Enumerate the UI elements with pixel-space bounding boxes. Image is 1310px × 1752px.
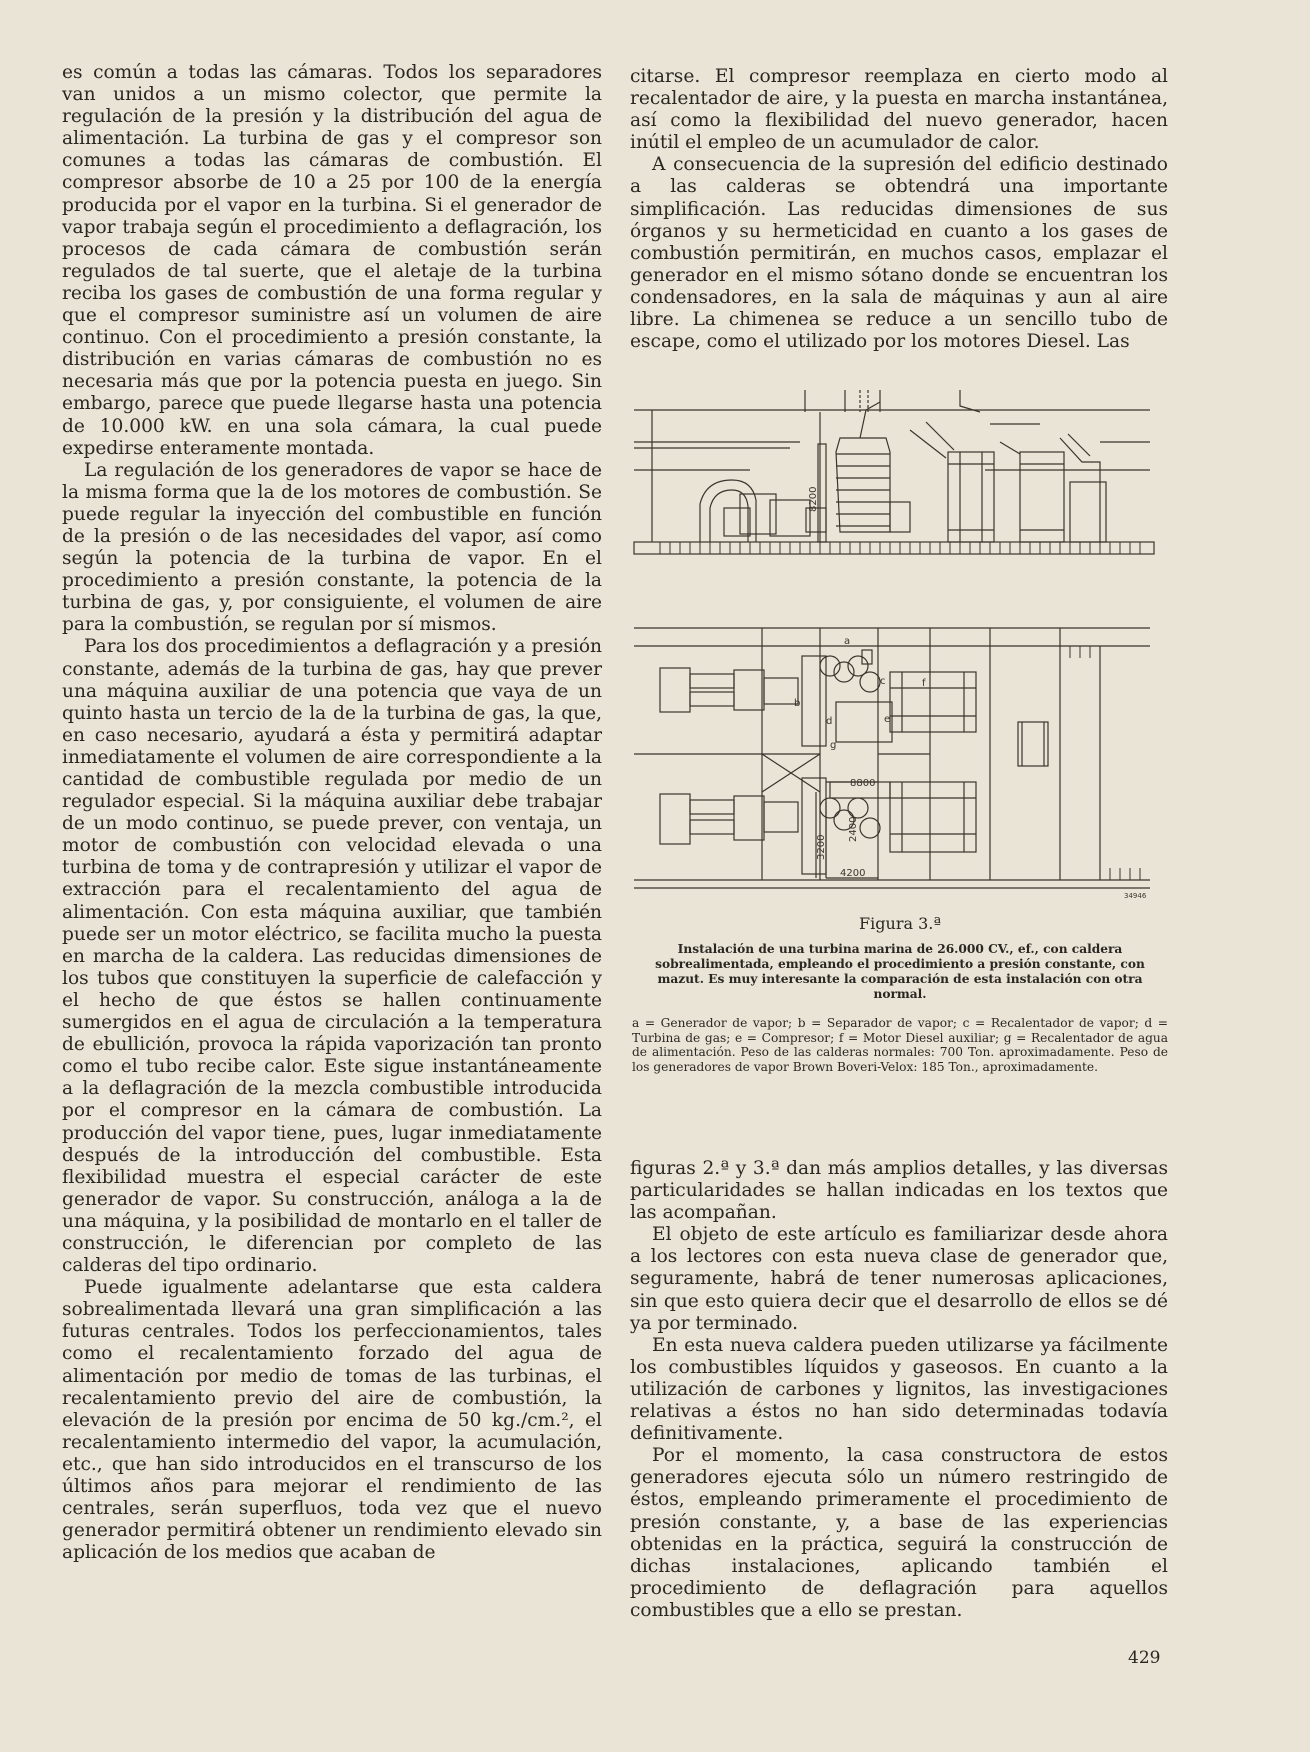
- figure-3-drawing: [630, 382, 1170, 902]
- paragraph: Por el momento, la casa constructora de estos generadores ejecuta sólo un número restringido de éstos, empleando primeramente el procedimiento de presión constante, y, a base de las experiencias obtenidas en la práctica, seguirá la construcción de dichas instalaciones, aplicando también el procedimiento de deflagración para aquellos combustibles que a ello se prestan.: [630, 1445, 1168, 1621]
- drawing-labels: [794, 636, 1147, 900]
- label-g: g: [830, 740, 837, 751]
- label-c: c: [880, 676, 886, 687]
- figure-legend: a = Generador de vapor; b = Separador de vapor; c = Recalentador de vapor; d = Turbina de gas; e = Compresor; f = Motor Diesel auxiliar; g = Recalentador de agua de alimentación. Peso de las calderas normales: 700 Ton. aproximadamente. Peso de los generadores de vapor Brown Boveri-Velox: 185 Ton., aproximadamente.: [632, 1016, 1168, 1075]
- elevation-view: [634, 390, 1154, 554]
- right-text-column-top: [630, 66, 1168, 353]
- paragraph: citarse. El compresor reemplaza en cierto modo al recalentador de aire, y la puesta en marcha instantánea, así como la flexibilidad del nuevo generador, hacen inútil el empleo de un acumulador de calor.: [630, 66, 1168, 154]
- drawing-stamp: 34946: [1124, 892, 1147, 900]
- paragraph: El objeto de este artículo es familiarizar desde ahora a los lectores con esta nueva clase de generador que, seguramente, habrá de tener numerosas aplicaciones, sin que esto quiera decir que el desarrollo de ellos se dé ya por terminado.: [630, 1224, 1168, 1334]
- label-d: d: [826, 716, 833, 727]
- figure-title: Figura 3.ª: [859, 914, 941, 933]
- paragraph: es común a todas las cámaras. Todos los separadores van unidos a un mismo colector, que permite la regulación de la presión y la distribución del agua de alimentación. La turbina de gas y el compresor son comunes a todas las cámaras de combustión. El compresor absorbe de 10 a 25 por 100 de la energía producida por el vapor en la turbina. Si el generador de vapor trabaja según el procedimiento a deflagración, los procesos de cada cámara de combustión serán regulados de tal suerte, que el aletaje de la turbina reciba los gases de combustión de una forma regular y que el compresor suministre así un volumen de aire continuo. Con el procedimiento a presión constante, la distribución en varias cámaras de combustión no es necesaria más que por la potencia puesta en juego. Sin embargo, parece que puede llegarse hasta una potencia de 10.000 kW. en una sola cámara, la cual puede expedirse enteramente montada.: [62, 62, 602, 459]
- engineering-drawing: [630, 382, 1170, 902]
- dimension-label: 8200: [808, 486, 819, 512]
- right-text-column-bottom: [630, 1158, 1168, 1622]
- dimension-label: 2400: [848, 816, 859, 842]
- paragraph: La regulación de los generadores de vapor se hace de la misma forma que la de los motores de combustión. Se puede regular la inyección del combustible en función de la presión o de las necesidades del vapor, así como según la potencia de la turbina de vapor. En el procedimiento a presión constante, la potencia de la turbina de gas, y, por consiguiente, el volumen de aire para la combustión, se regulan por sí mismos.: [62, 459, 602, 636]
- paragraph: Para los dos procedimientos a deflagración y a presión constante, además de la turbina de gas, hay que prever una máquina auxiliar de una potencia que vaya de un quinto hasta un tercio de la de la turbina de gas, la que, en caso necesario, ayudará a ésta y permitirá adaptar inmediatamente el volumen de aire correspondiente a la cantidad de combustible regulada por medio de un regulador especial. Si la máquina auxiliar debe trabajar de un modo continuo, se puede prever, con ventaja, un motor de combustión con velocidad elevada o una turbina de toma y de contrapresión y utilizar el vapor de extracción para el recalentamiento del agua de alimentación. Con esta máquina auxiliar, que también puede ser un motor eléctrico, se facilita mucho la puesta en marcha de la caldera. Las reducidas dimensiones de los tubos que constituyen la superficie de calefacción y el hecho de que éstos se hallen continuamente sumergidos en el agua de circulación a la temperatura de ebullición, provoca la rápida vaporización tan pronto como el tubo recibe calor. Este sigue instantáneamente a la deflagración de la mezcla combustible introducida por el compresor en la cámara de combustión. La producción del vapor tiene, pues, lugar inmediatamente después de la introducción del combustible. Esta flexibilidad muestra el especial carácter de este generador de vapor. Su construcción, análoga a la de una máquina, y la posibilidad de montarlo en el taller de construcción, le diferencian por completo de las calderas del tipo ordinario.: [62, 636, 602, 1277]
- plan-view: [634, 628, 1150, 900]
- page-number: 429: [1128, 1648, 1161, 1668]
- dimension-label: 4200: [840, 868, 866, 879]
- label-f: f: [922, 678, 926, 689]
- label-a: a: [844, 636, 851, 647]
- paragraph: En esta nueva caldera pueden utilizarse ya fácilmente los combustibles líquidos y gaseosos. En cuanto a la utilización de carbones y lignitos, las investigaciones relativas a éstos no han sido determinadas todavía definitivamente.: [630, 1334, 1168, 1445]
- paragraph: figuras 2.ª y 3.ª dan más amplios detalles, y las diversas particularidades se hallan indicadas en los textos que las acompañan.: [630, 1158, 1168, 1224]
- figure-caption: Instalación de una turbina marina de 26.000 CV., ef., con caldera sobrealimentada, empleando el procedimiento a presión constante, con mazut. Es muy interesante la comparación de esta instalación con otra normal.: [655, 942, 1145, 1001]
- label-e: e: [884, 714, 891, 725]
- paragraph: Puede igualmente adelantarse que esta caldera sobrealimentada llevará una gran simplificación a las futuras centrales. Todos los perfeccionamientos, tales como el recalentamiento forzado del agua de alimentación por medio de tomas de las turbinas, el recalentamiento previo del aire de combustión, la elevación de la presión por encima de 50 kg./cm.², el recalentamiento intermedio del vapor, la acumulación, etc., que han sido introducidos en el transcurso de los últimos años para mejorar el rendimiento de las centrales, serán superfluos, toda vez que el nuevo generador permitirá obtener un rendimiento elevado sin aplicación de los medios que acaban de: [62, 1277, 602, 1564]
- left-text-column: [62, 62, 602, 1564]
- paragraph: A consecuencia de la supresión del edificio destinado a las calderas se obtendrá una importante simplificación. Las reducidas dimensiones de sus órganos y su hermeticidad en cuanto a los gases de combustión permitirán, en muchos casos, emplazar el generador en el mismo sótano donde se encuentran los condensadores, en la sala de máquinas y aun al aire libre. La chimenea se reduce a un sencillo tubo de escape, como el utilizado por los motores Diesel. Las: [630, 154, 1168, 353]
- label-b: b: [794, 698, 801, 709]
- dimension-label: 3200: [816, 834, 827, 860]
- dimension-label: 8800: [850, 778, 876, 789]
